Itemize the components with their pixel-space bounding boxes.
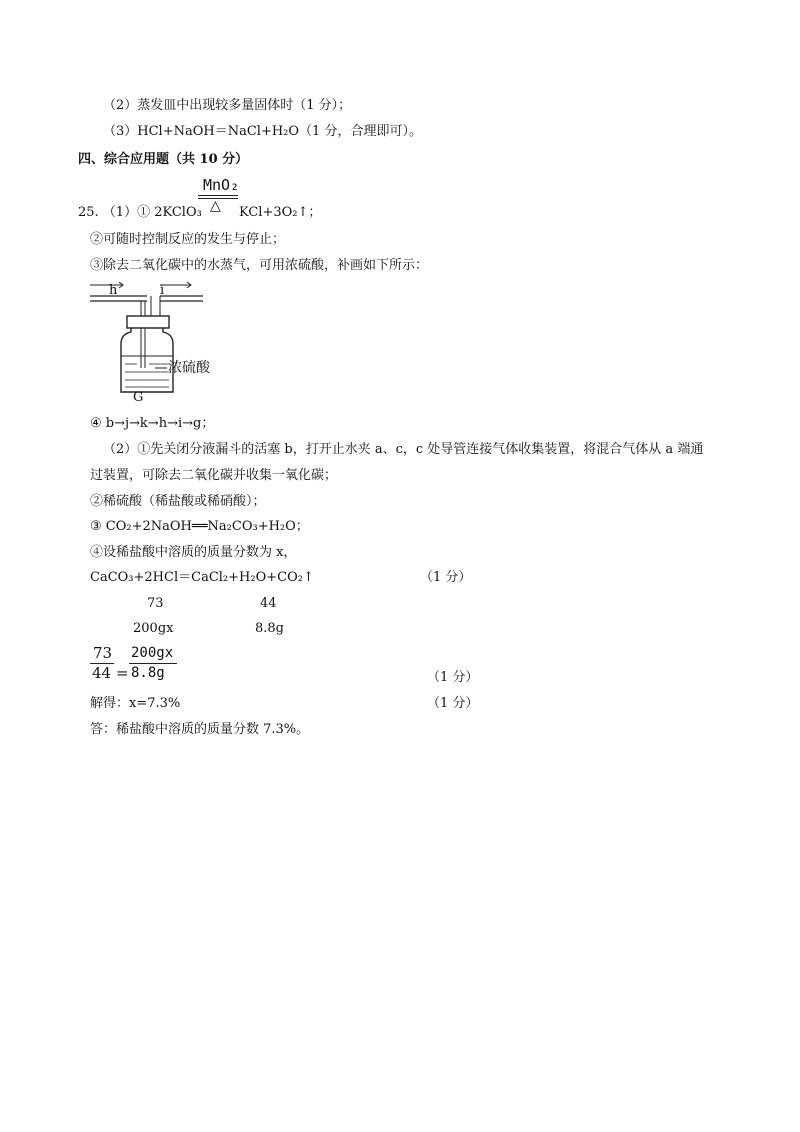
answer-dry: ③除去二氧化碳中的水蒸气，可用浓硫酸，补画如下所示： xyxy=(90,258,429,273)
score-2: （1 分） xyxy=(427,670,479,685)
bottle-label-g: G xyxy=(133,390,144,405)
answer-part2-line2: 过装置，可除去二氧化碳并收集一氧化碳； xyxy=(90,468,338,483)
mass-hcl: 200gx xyxy=(133,621,174,636)
calc-equation: CaCO₃+2HCl＝CaCl₂+H₂O+CO₂↑ xyxy=(90,570,314,585)
fraction-equals: = xyxy=(116,664,129,682)
inlet-label-h: h xyxy=(109,283,118,298)
solution-result: 解得：x=7.3% xyxy=(90,696,181,711)
answer-control: ②可随时控制反应的发生与停止； xyxy=(90,232,286,247)
acid-label: 浓硫酸 xyxy=(168,360,210,376)
fraction-left-denominator: 44 xyxy=(92,664,112,682)
answer-connection-order: ④ b→j→k→h→i→g； xyxy=(90,416,215,431)
answer-assumption: ④设稀盐酸中溶质的质量分数为 x， xyxy=(90,545,297,560)
mass-co2: 8.8g xyxy=(255,621,284,636)
molar-mass-co2: 44 xyxy=(260,596,277,611)
answer-part2-line1: （2）①先关闭分液漏斗的活塞 b，打开止水夹 a、c，c 处导管连接气体收集装置，将混合气体从 a 端通 xyxy=(103,442,704,457)
score-1: （1 分） xyxy=(420,570,472,585)
fraction-right-numerator: 200gx xyxy=(131,645,174,661)
final-answer: 答：稀盐酸中溶质的质量分数 7.3%。 xyxy=(90,722,310,737)
q25-product: KCl+3O₂↑； xyxy=(239,205,322,220)
reaction-line-top xyxy=(198,195,238,196)
fraction-right-denominator: 8.8g xyxy=(131,665,165,681)
section-heading: 四、综合应用题（共 10 分） xyxy=(78,152,249,167)
answer-line-2-2: （2）蒸发皿中出现较多量固体时（1 分）； xyxy=(103,98,352,113)
fraction-left-numerator: 73 xyxy=(93,644,113,662)
heat-symbol: △ xyxy=(210,198,221,214)
outlet-label-i: i xyxy=(160,283,165,298)
answer-co2-equation: ③ CO₂+2NaOH══Na₂CO₃+H₂O； xyxy=(90,519,309,534)
molar-mass-caco3-hcl: 73 xyxy=(147,596,164,611)
apparatus-figure xyxy=(85,280,245,410)
fraction-right-bar xyxy=(129,663,177,664)
answer-acid-choice: ②稀硫酸（稀盐酸或稀硝酸）； xyxy=(90,494,266,509)
q25-reactant: 25. （1）① 2KClO₃ xyxy=(78,205,202,220)
score-3: （1 分） xyxy=(427,696,479,711)
catalyst-label: MnO₂ xyxy=(203,176,240,194)
answer-line-2-3: （3）HCl+NaOH＝NaCl+H₂O（1 分，合理即可）。 xyxy=(103,124,422,139)
